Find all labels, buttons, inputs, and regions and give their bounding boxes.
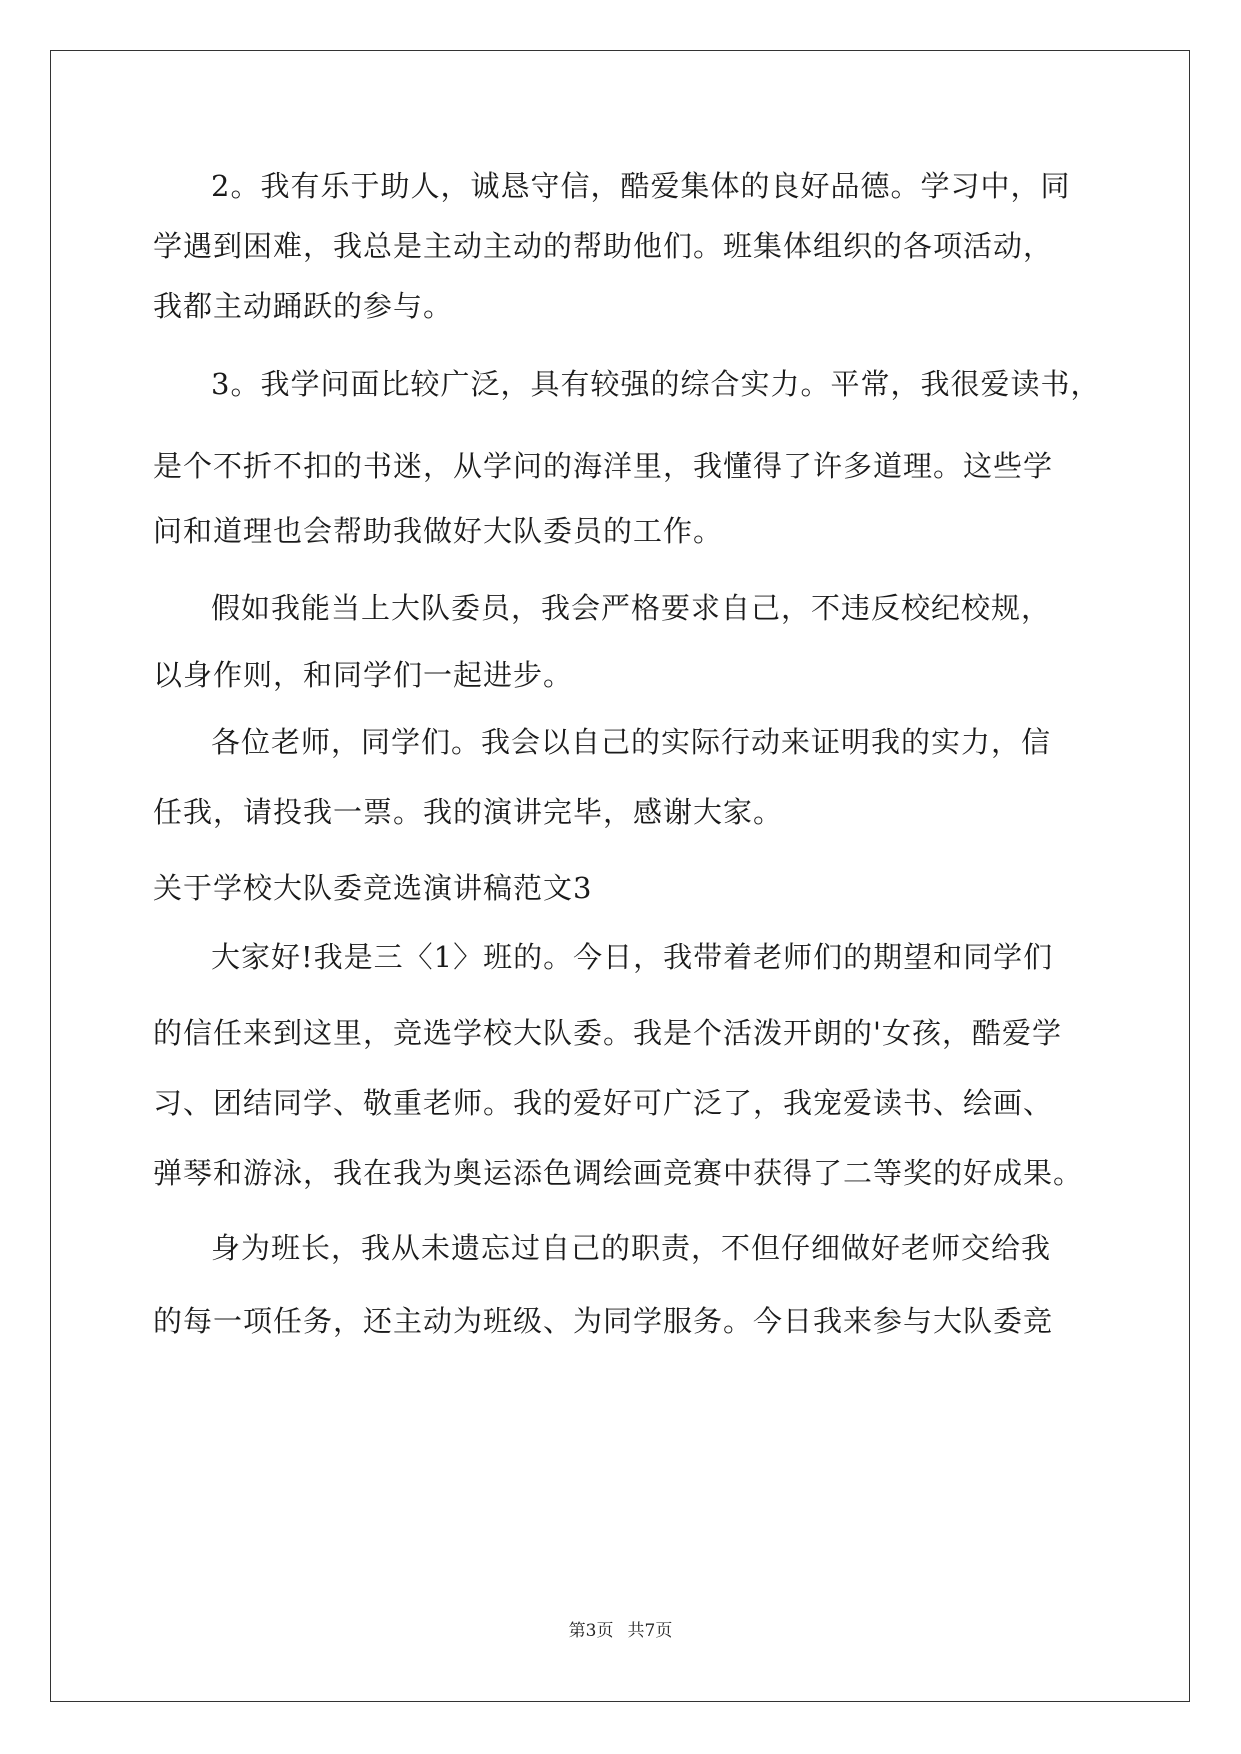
paragraph-line: 的每一项任务，还主动为班级、为同学服务。今日我来参与大队委竞: [153, 1304, 1054, 1338]
page-number: 第3页: [568, 1621, 614, 1641]
section-heading: 关于学校大队委竞选演讲稿范文3: [153, 871, 593, 905]
paragraph-line: 我都主动踊跃的参与。: [153, 289, 454, 323]
paragraph-line: 身为班长，我从未遗忘过自己的职责，不但仔细做好老师交给我: [211, 1231, 1052, 1265]
page-total: 共7页: [627, 1621, 673, 1641]
paragraph-line: 假如我能当上大队委员，我会严格要求自己，不违反校纪校规，: [211, 591, 1052, 625]
page-footer: [0, 1616, 1241, 1641]
paragraph-line: 习、团结同学、敬重老师。我的爱好可广泛了，我宠爱读书、绘画、: [153, 1086, 1054, 1120]
paragraph-line: 任我，请投我一票。我的演讲完毕，感谢大家。: [153, 795, 784, 829]
paragraph-line: 3。我学问面比较广泛，具有较强的综合实力。平常，我很爱读书，: [211, 367, 1101, 401]
paragraph-line: 弹琴和游泳，我在我为奥运添色调绘画竞赛中获得了二等奖的好成果。: [153, 1156, 1084, 1190]
paragraph-line: 学遇到困难，我总是主动主动的帮助他们。班集体组织的各项活动，: [153, 229, 1054, 263]
paragraph-line: 是个不折不扣的书迷，从学问的海洋里，我懂得了许多道理。这些学: [153, 449, 1054, 483]
paragraph-line: 2。我有乐于助人，诚恳守信，酷爱集体的良好品德。学习中，同: [211, 169, 1071, 203]
paragraph-line: 大家好!我是三〈1〉班的。今日，我带着老师们的期望和同学们: [211, 940, 1054, 974]
paragraph-line: 的信任来到这里，竞选学校大队委。我是个活泼开朗的'女孩，酷爱学: [153, 1016, 1062, 1050]
paragraph-line: 问和道理也会帮助我做好大队委员的工作。: [153, 514, 724, 548]
paragraph-line: 各位老师，同学们。我会以自己的实际行动来证明我的实力，信: [211, 725, 1052, 759]
paragraph-line: 以身作则，和同学们一起进步。: [153, 658, 574, 692]
